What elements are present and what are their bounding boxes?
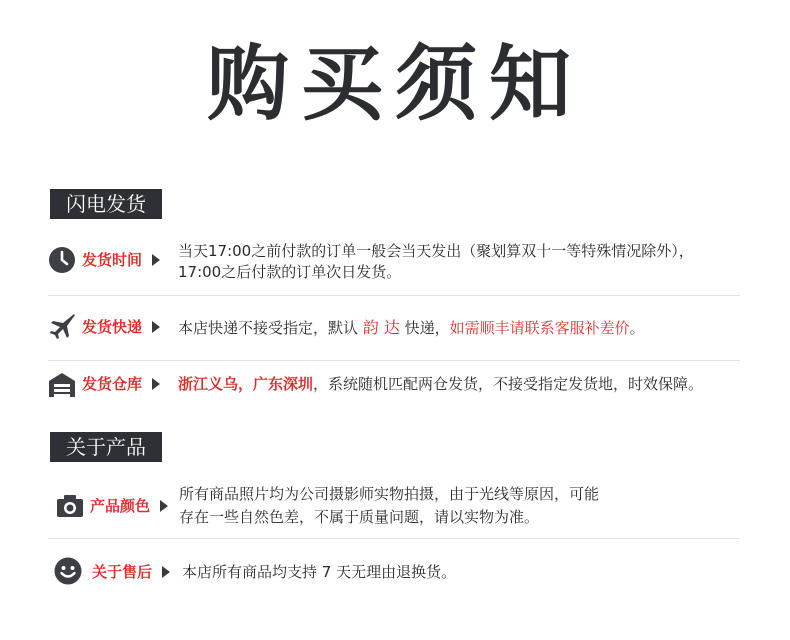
triangle-right-icon xyxy=(152,321,160,333)
courier-part1: 本店快递不接受指定，默认 xyxy=(178,319,363,337)
divider xyxy=(48,295,740,296)
ship-time-line1: 当天17:00之前付款的订单一般会当天发出（聚划算双十一等特殊情况除外）， xyxy=(178,242,694,260)
divider xyxy=(48,538,740,539)
warehouse-icon xyxy=(48,371,76,399)
warehouse-locations: 浙江义乌，广东深圳 xyxy=(178,375,314,393)
courier-text xyxy=(178,317,645,339)
triangle-right-icon xyxy=(160,500,168,512)
triangle-right-icon xyxy=(152,254,160,266)
warehouse-text xyxy=(178,374,703,395)
color-line1: 所有商品照片均为公司摄影师实物拍摄，由于光线等原因，可能 xyxy=(179,485,600,503)
courier-sf-note: 如需顺丰请联系客服补差价 xyxy=(449,319,630,337)
divider xyxy=(48,360,740,361)
smiley-icon xyxy=(54,557,82,585)
label-aftersale: 关于售后 xyxy=(92,563,153,581)
aftersale-text: 本店所有商品均支持 7 天无理由退换货。 xyxy=(182,563,457,581)
label-ship-time: 发货时间 xyxy=(82,251,143,269)
triangle-right-icon xyxy=(162,566,170,578)
section-label-product: 关于产品 xyxy=(50,432,162,462)
ship-time-line2: 17:00之后付款的订单次日发货。 xyxy=(178,263,402,281)
courier-part2: 快递， xyxy=(399,319,450,337)
label-color: 产品颜色 xyxy=(90,497,151,515)
label-warehouse: 发货仓库 xyxy=(82,375,143,393)
color-line2: 存在一些自然色差，不属于质量问题，请以实物为准。 xyxy=(179,508,540,526)
section-label-shipping: 闪电发货 xyxy=(50,189,162,219)
page-title: 购买须知 xyxy=(206,37,583,132)
courier-part4: 。 xyxy=(629,319,645,337)
warehouse-rest: ，系统随机匹配两仓发货，不接受指定发货地，时效保障。 xyxy=(313,375,704,393)
camera-icon xyxy=(56,492,84,520)
airplane-icon xyxy=(48,312,76,340)
courier-name: 韵 达 xyxy=(362,318,400,337)
label-courier: 发货快递 xyxy=(82,318,143,336)
clock-icon xyxy=(48,246,76,274)
triangle-right-icon xyxy=(152,378,160,390)
